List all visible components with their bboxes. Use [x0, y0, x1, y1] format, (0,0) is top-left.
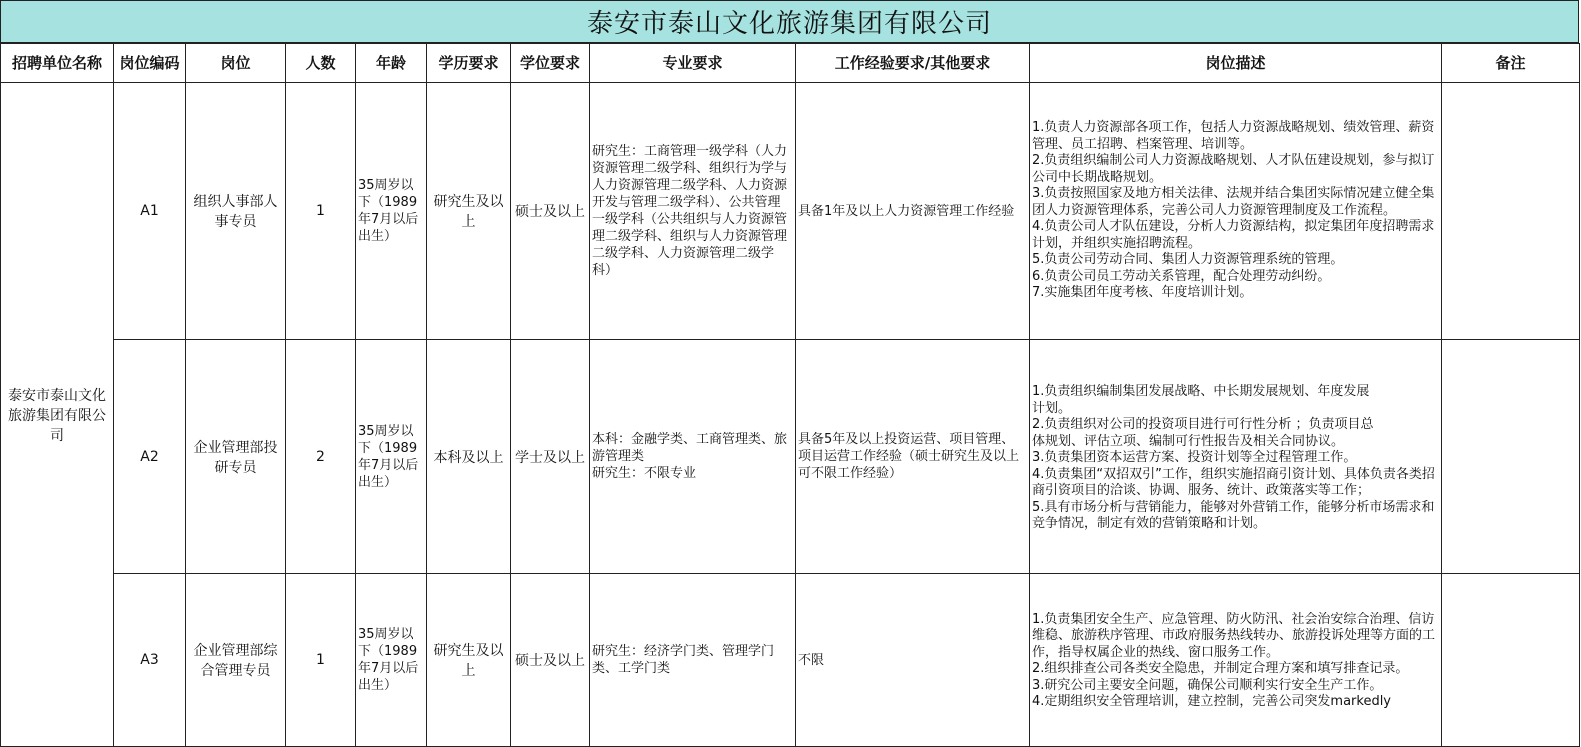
description-cell	[1030, 574, 1442, 747]
degree-cell: 硕士及以上	[511, 83, 590, 340]
remarks-cell	[1442, 340, 1580, 574]
description-line: 3.负责集团资本运营方案、投资计划等全过程管理工作。	[1032, 450, 1357, 466]
major-cell: 研究生：工商管理一级学科（人力资源管理二级学科、组织行为学与人力资源管理二级学科、人力资源开发与管理二级学科）、公共管理一级学科（公共组织与人力资源管理二级学科、组织与人力资源管理二级学科、人力资源管理二级学科）	[590, 83, 796, 340]
header-code: 岗位编码	[114, 44, 186, 83]
header-experience: 工作经验要求/其他要求	[796, 44, 1030, 83]
code-cell: A1	[114, 83, 186, 340]
education-cell: 研究生及以上	[427, 83, 511, 340]
age-cell: 35周岁以下（1989年7月以后出生）	[356, 340, 427, 574]
major-cell: 本科：金融学类、工商管理类、旅游管理类 研究生：不限专业	[590, 340, 796, 574]
description-cell	[1030, 83, 1442, 340]
position-cell: 组织人事部人事专员	[186, 83, 286, 340]
recruitment-table	[0, 43, 1580, 747]
code-cell: A2	[114, 340, 186, 574]
table-row	[1, 83, 1580, 340]
count-cell: 1	[286, 83, 356, 340]
header-education: 学历要求	[427, 44, 511, 83]
major-cell: 研究生：经济学门类、管理学门类、工学门类	[590, 574, 796, 747]
description-line: 1.负责人力资源部各项工作，包括人力资源战略规划、绩效管理、薪资管理、员工招聘、档案管理、培训等。	[1032, 120, 1435, 152]
description-line: 3.研究公司主要安全问题，确保公司顺利实行安全生产工作。	[1032, 677, 1383, 693]
experience-cell: 具备1年及以上人力资源管理工作经验	[796, 83, 1030, 340]
description-line: 7.实施集团年度考核、年度培训计划。	[1032, 285, 1253, 301]
table-row	[1, 340, 1580, 574]
code-cell: A3	[114, 574, 186, 747]
count-cell: 2	[286, 340, 356, 574]
position-cell: 企业管理部投研专员	[186, 340, 286, 574]
description-line: 计划。	[1032, 400, 1072, 416]
header-count: 人数	[286, 44, 356, 83]
education-cell: 本科及以上	[427, 340, 511, 574]
age-cell: 35周岁以下（1989年7月以后出生）	[356, 83, 427, 340]
description-line: 2.负责组织对公司的投资项目进行可行性分析 ；负责项目总	[1032, 417, 1374, 433]
header-remarks: 备注	[1442, 44, 1580, 83]
description-line: 1.负责组织编制集团发展战略、中长期发展规划、年度发展	[1032, 384, 1370, 400]
description-cell	[1030, 340, 1442, 574]
remarks-cell	[1442, 574, 1580, 747]
experience-cell: 不限	[796, 574, 1030, 747]
degree-cell: 学士及以上	[511, 340, 590, 574]
description-line: 6.负责公司员工劳动关系管理，配合处理劳动纠纷。	[1032, 268, 1331, 284]
description-line: 2.负责组织编制公司人力资源战略规划、人才队伍建设规划，参与拟订公司中长期战略规划。	[1032, 153, 1435, 185]
education-cell: 研究生及以上	[427, 574, 511, 747]
description-line: 3.负责按照国家及地方相关法律、法规并结合集团实际情况建立健全集团人力资源管理体系，完善公司人力资源管理制度及工作流程。	[1032, 186, 1435, 218]
description-line: 4.定期组织安全管理培训，建立控制，完善公司突发markedly	[1032, 694, 1391, 709]
degree-cell: 硕士及以上	[511, 574, 590, 747]
remarks-cell	[1442, 83, 1580, 340]
age-cell: 35周岁以下（1989年7月以后出生）	[356, 574, 427, 747]
experience-cell: 具备5年及以上投资运营、项目管理、项目运营工作经验（硕士研究生及以上可不限工作经验）	[796, 340, 1030, 574]
header-unit: 招聘单位名称	[1, 44, 114, 83]
description-line: 5.负责公司劳动合同、集团人力资源管理系统的管理。	[1032, 252, 1344, 268]
header-description: 岗位描述	[1030, 44, 1442, 83]
header-major: 专业要求	[590, 44, 796, 83]
description-line: 5.具有市场分析与营销能力，能够对外营销工作，能够分析市场需求和竞争情况，制定有效的营销策略和计划。	[1032, 499, 1435, 532]
description-line: 4.负责集团“双招双引”工作，组织实施招商引资计划、具体负责各类招商引资项目的洽谈、协调、服务、统计、政策落实等工作；	[1032, 466, 1435, 499]
header-age: 年龄	[356, 44, 427, 83]
header-position: 岗位	[186, 44, 286, 83]
description-line: 2.组织排查公司各类安全隐患，并制定合理方案和填写排查记录。	[1032, 661, 1409, 676]
description-line: 4.负责公司人才队伍建设，分析人力资源结构，拟定集团年度招聘需求计划，并组织实施招聘流程。	[1032, 219, 1435, 251]
table-row	[1, 574, 1580, 747]
description-line: 体规划、评估立项、编制可行性报告及相关合同协议。	[1032, 433, 1345, 449]
header-degree: 学位要求	[511, 44, 590, 83]
position-cell: 企业管理部综合管理专员	[186, 574, 286, 747]
page-title: 泰安市泰山文化旅游集团有限公司	[0, 0, 1579, 43]
unit-name-cell: 泰安市泰山文化旅游集团有限公司	[1, 83, 114, 747]
table-header-row	[1, 44, 1580, 83]
count-cell: 1	[286, 574, 356, 747]
description-line: 1.负责集团安全生产、应急管理、防火防汛、社会治安综合治理、信访维稳、旅游秩序管理、市政府服务热线转办、旅游投诉处理等方面的工作，指导权属企业的热线、窗口服务工作。	[1032, 611, 1436, 660]
